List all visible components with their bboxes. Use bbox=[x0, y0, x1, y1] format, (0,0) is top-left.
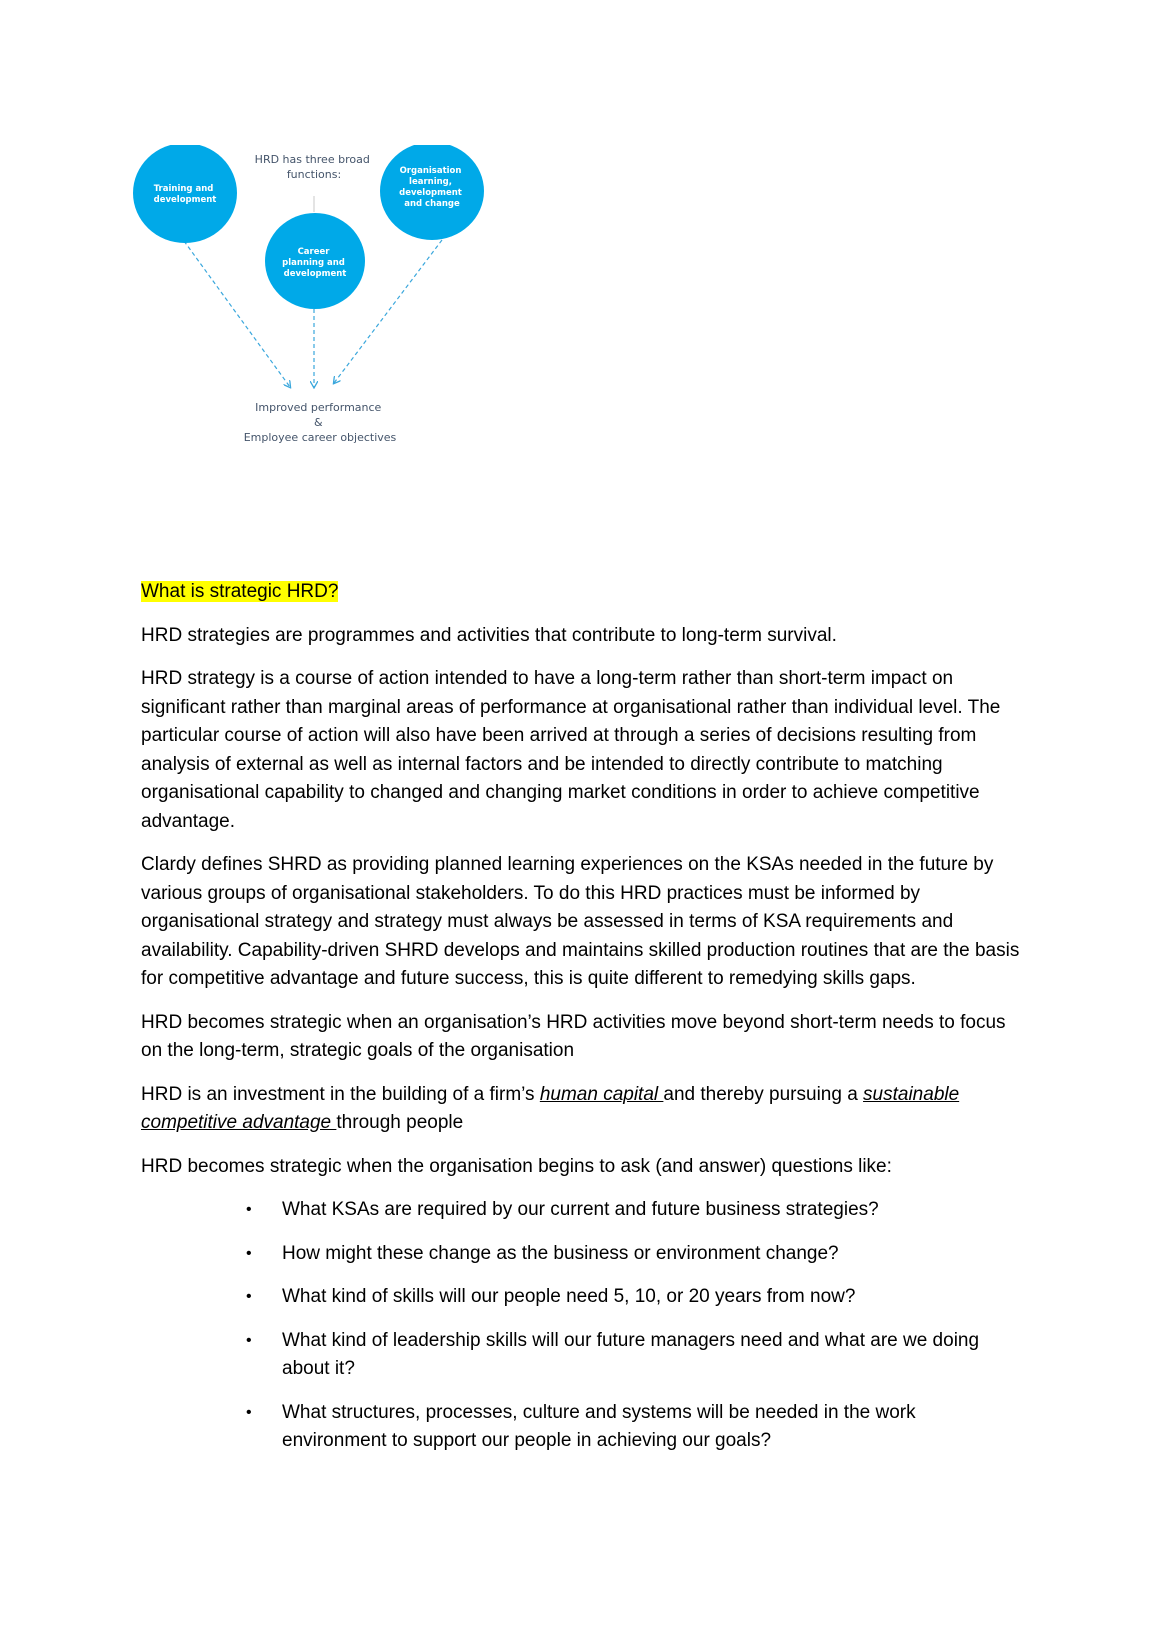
paragraph-hrd-strategy-definition: HRD strategy is a course of action intended to have a long-term rather than short-term impact on significant rather than marginal areas of performance at organisational rather than individual level. The particular course of action will also have been arrived at through a series of decisions resulting from analysis of external as well as internal factors and be intended to directly contribute to matching organisational capability to changed and changing market conditions in order to achieve competitive advantage. bbox=[141, 668, 1001, 832]
bullet-icon: • bbox=[246, 1244, 252, 1262]
section-heading bbox=[141, 578, 1021, 607]
paragraph-clardy-definition: Clardy defines SHRD as providing planned learning experiences on the KSAs needed in the future by various groups of organisational stakeholders. To do this HRD practices must be informed by organisational strategy and strategy must always be assessed in terms of KSA requirements and availability. Capability-driven SHRD develops and maintains skilled production routines that are the basis for competitive advantage and future success, this is quite different to remedying skills gaps. bbox=[141, 854, 1020, 989]
list-item-text: What KSAs are required by our current and future business strategies? bbox=[282, 1199, 879, 1220]
diagram-outcome: Improved performance & Employee career objectives bbox=[243, 401, 397, 444]
list-item-text: What kind of leadership skills will our future managers need and what are we doing about it? bbox=[282, 1329, 980, 1379]
bullet-icon: • bbox=[246, 1403, 252, 1421]
list-item bbox=[141, 1196, 1021, 1225]
investment-text-3: through people bbox=[336, 1112, 464, 1133]
paragraph-questions-intro: HRD becomes strategic when the organisation begins to ask (and answer) questions like: bbox=[141, 1155, 892, 1177]
list-item bbox=[141, 1399, 1021, 1456]
questions-list bbox=[141, 1196, 1021, 1456]
list-item-text: What kind of skills will our people need 5, 10, or 20 years from now? bbox=[282, 1286, 856, 1307]
diagram-title: HRD has three broad functions: bbox=[254, 153, 370, 181]
highlighted-heading-text: What is strategic HRD? bbox=[141, 581, 339, 602]
svg-text:Organisation learning,: Organisation learning, development and change bbox=[399, 166, 462, 209]
svg-text:Training and development: Training and development bbox=[153, 184, 217, 205]
hrd-functions-diagram bbox=[130, 145, 530, 475]
list-item bbox=[141, 1327, 1021, 1384]
paragraph-hrd-strategies: HRD strategies are programmes and activities that contribute to long-term survival. bbox=[141, 624, 837, 646]
circle-training bbox=[133, 145, 237, 243]
list-item bbox=[141, 1240, 1021, 1269]
paragraph-hrd-becomes-strategic: HRD becomes strategic when an organisation’s HRD activities move beyond short-term needs to focus on the long-term, strategic goals of the organisation bbox=[141, 1011, 1006, 1061]
list-item bbox=[141, 1283, 1021, 1312]
bullet-icon: • bbox=[246, 1288, 252, 1305]
circle-career bbox=[265, 213, 365, 309]
sustainable-advantage-term: sustainable competitive advantage bbox=[141, 1083, 960, 1133]
list-item-text: How might these change as the business or environment change? bbox=[282, 1242, 839, 1264]
list-item-text: What structures, processes, culture and systems will be needed in the work environment to support our people in achieving our goals? bbox=[282, 1401, 916, 1451]
human-capital-term: human capital bbox=[539, 1083, 664, 1105]
investment-text-2: and thereby pursuing a bbox=[663, 1083, 864, 1105]
paragraph-hrd-investment bbox=[141, 1081, 1021, 1138]
bullet-icon: • bbox=[246, 1201, 252, 1218]
svg-text:Career planning and: Career planning and development bbox=[282, 247, 347, 279]
document-body bbox=[141, 578, 1021, 1471]
investment-text-1: HRD is an investment in the building of a firm’s bbox=[141, 1083, 540, 1105]
circle-organisation bbox=[380, 145, 484, 240]
bullet-icon: • bbox=[246, 1331, 252, 1349]
